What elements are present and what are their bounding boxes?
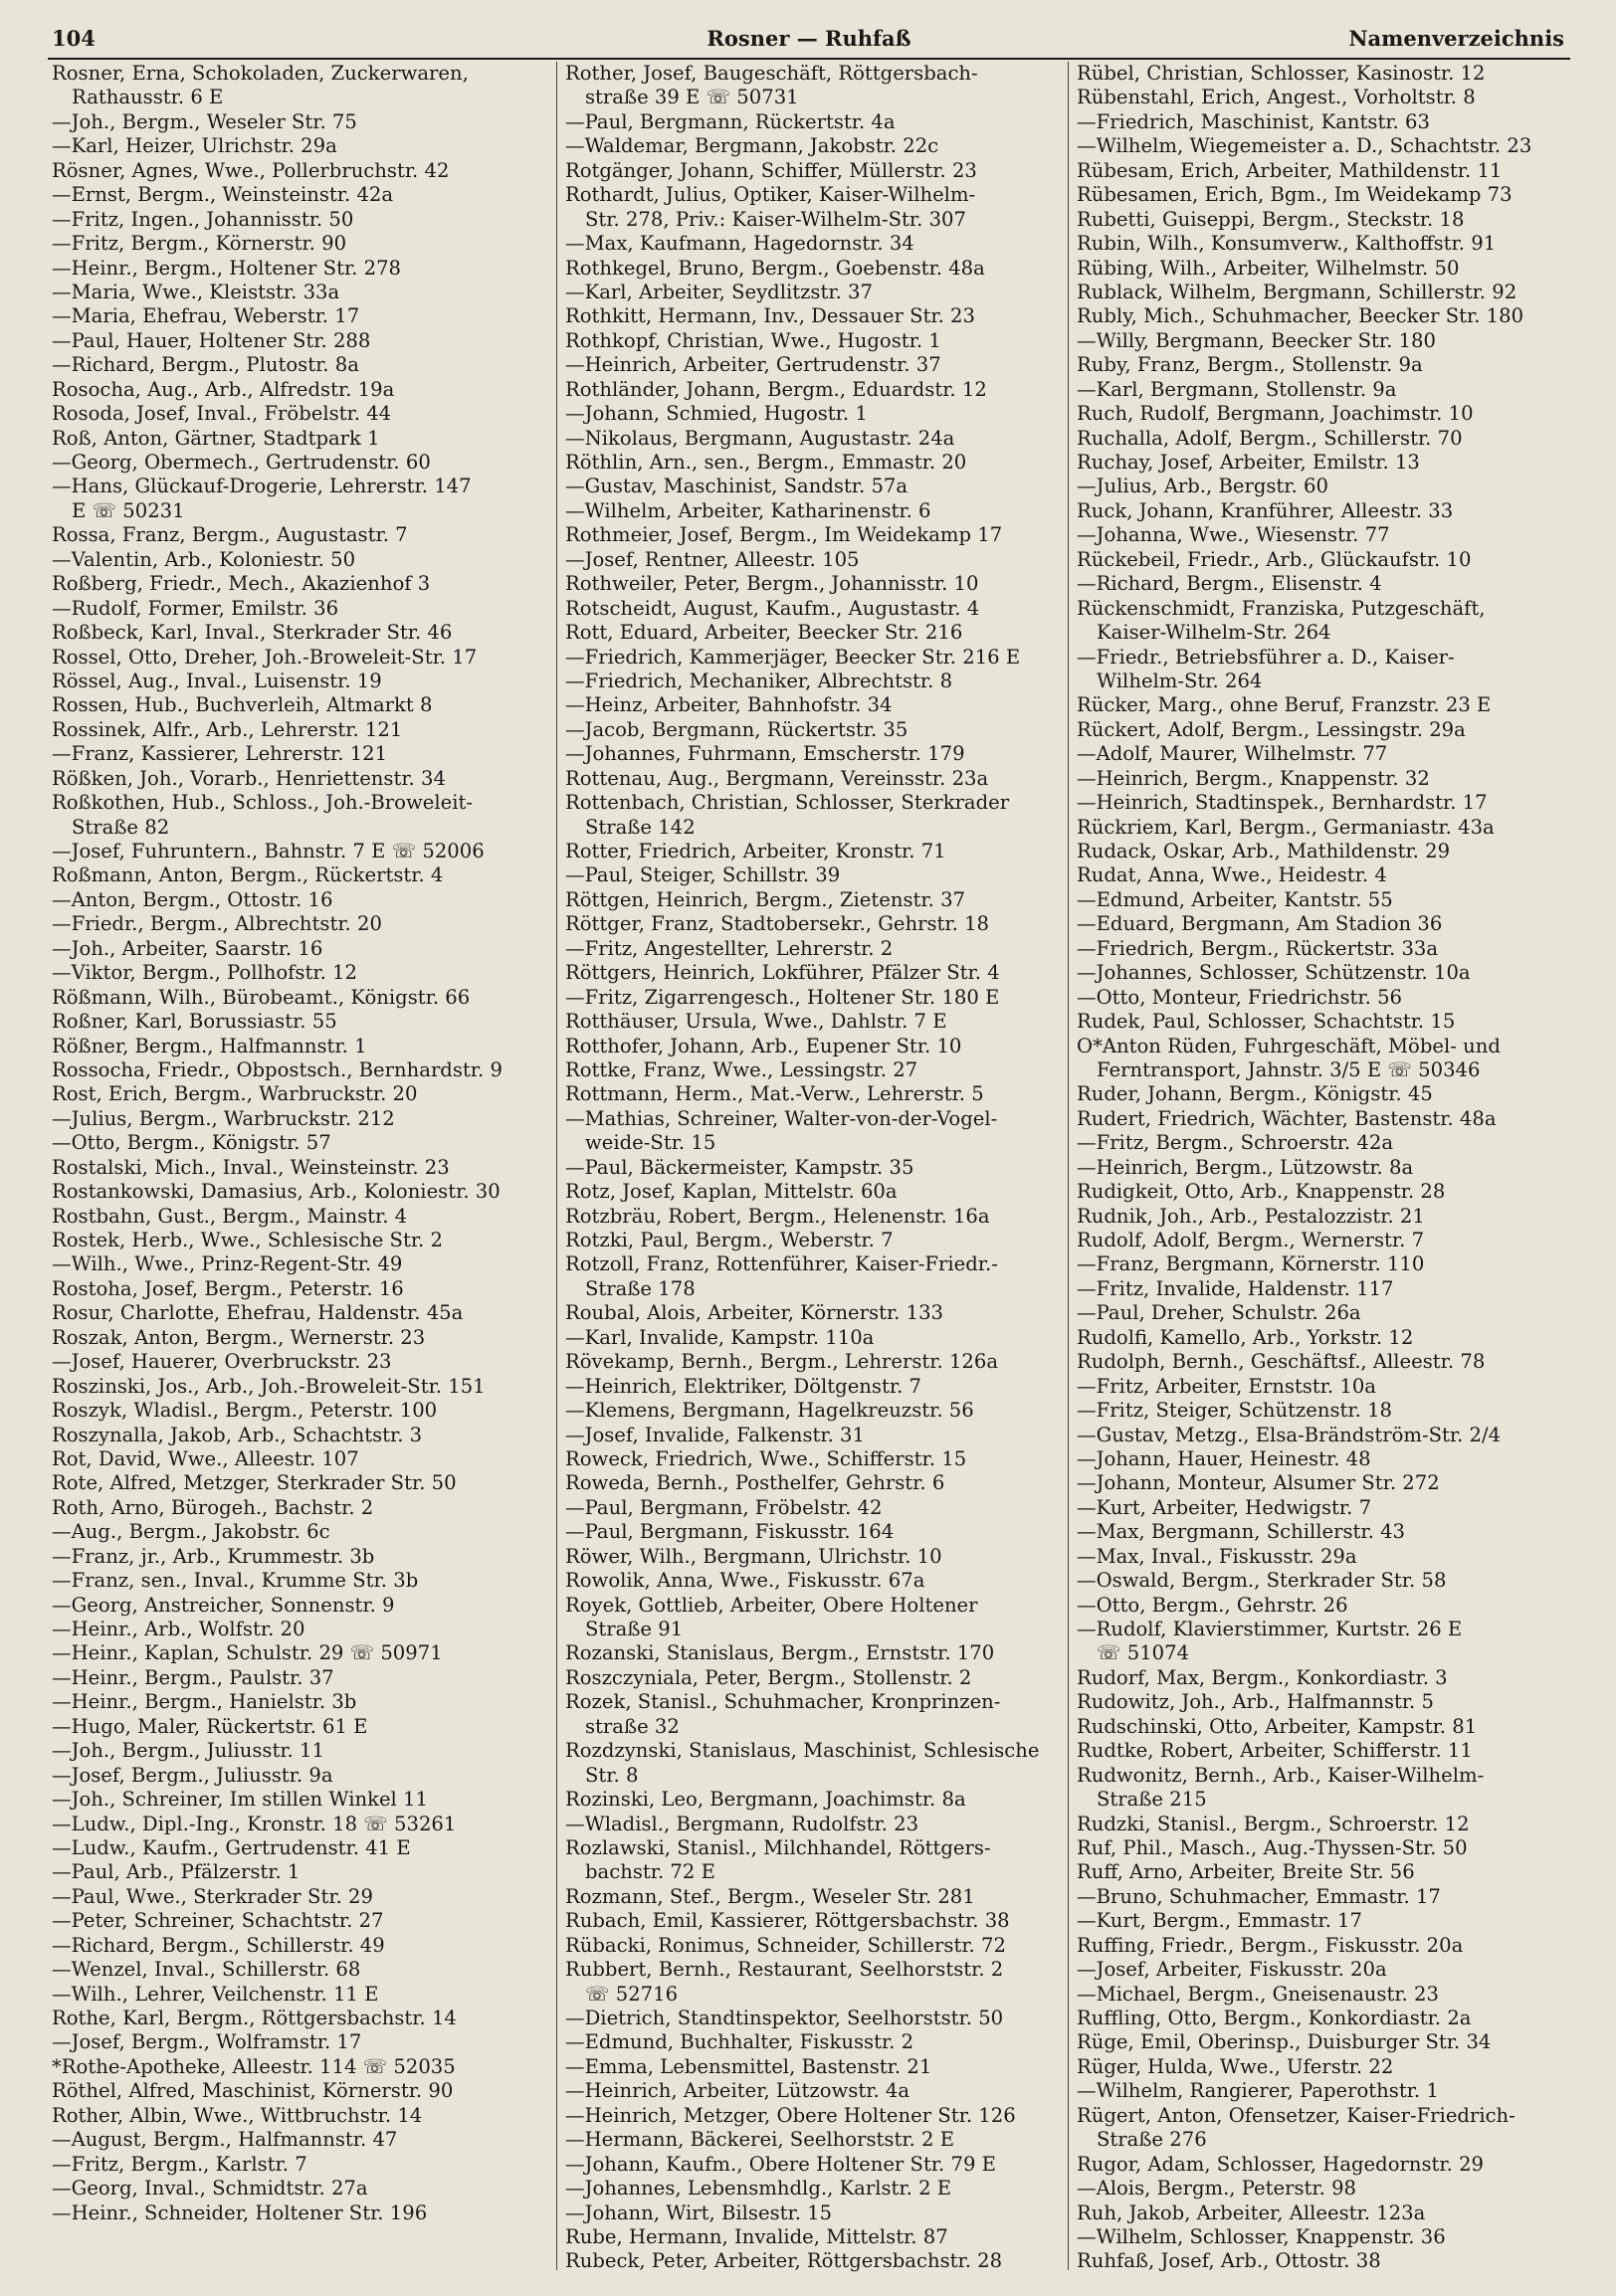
directory-entry: —Emma, Lebensmittel, Bastenstr. 21 xyxy=(565,2054,932,2078)
directory-entry: —Ernst, Bergm., Weinsteinstr. 42a xyxy=(52,183,394,207)
directory-entry: Rudwonitz, Bernh., Arb., Kaiser-Wilhelm- xyxy=(1077,1763,1485,1787)
directory-entry: Rozinski, Leo, Bergmann, Joachimstr. 8a xyxy=(565,1788,966,1812)
directory-entry: Röwer, Wilh., Bergmann, Ulrichstr. 10 xyxy=(565,1544,942,1568)
directory-entry: —Joh., Bergm., Juliusstr. 11 xyxy=(52,1739,324,1763)
directory-entry: Rozdzynski, Stanislaus, Maschinist, Schlesische xyxy=(565,1739,1040,1763)
directory-entry: —Fritz, Bergm., Schroerstr. 42a xyxy=(1077,1131,1393,1155)
directory-entry: Rügert, Anton, Ofensetzer, Kaiser-Friedrich- xyxy=(1077,2103,1515,2127)
directory-entry: —Johannes, Fuhrmann, Emscherstr. 179 xyxy=(565,742,965,766)
directory-entry: Rübenstahl, Erich, Angest., Vorholtstr. 8 xyxy=(1077,86,1476,109)
directory-entry: Ruchay, Josef, Arbeiter, Emilstr. 13 xyxy=(1077,451,1420,474)
directory-entry: Roßmann, Anton, Bergm., Rückertstr. 4 xyxy=(52,863,444,887)
directory-column-3 xyxy=(1077,62,1570,2274)
directory-entry: Röthel, Alfred, Maschinist, Körnerstr. 90 xyxy=(52,2079,454,2103)
directory-entry: —Heinr., Bergm., Holtener Str. 278 xyxy=(52,256,402,280)
directory-entry: Röttger, Franz, Stadtobersekr., Gehrstr. 18 xyxy=(565,912,990,936)
directory-entry: —Ludw., Dipl.-Ing., Kronstr. 18 ☏ 53261 xyxy=(52,1812,457,1835)
directory-entry: —Wilh., Wwe., Prinz-Regent-Str. 49 xyxy=(52,1252,403,1276)
directory-entry: —Wilhelm, Rangierer, Paperothstr. 1 xyxy=(1077,2079,1439,2103)
directory-entry: Rublack, Wilhelm, Bergmann, Schillerstr. 92 xyxy=(1077,280,1517,303)
directory-entry: Rothkitt, Hermann, Inv., Dessauer Str. 23 xyxy=(565,304,975,328)
directory-entry: Wilhelm-Str. 264 xyxy=(1097,669,1263,692)
directory-entry: —Josef, Fuhruntern., Bahnstr. 7 E ☏ 52006 xyxy=(52,840,485,862)
directory-entry: Rozanski, Stanislaus, Bergm., Ernststr. 170 xyxy=(565,1641,995,1665)
directory-entry: —Waldemar, Bergmann, Jakobstr. 22c xyxy=(565,134,939,158)
directory-entry: —Nikolaus, Bergmann, Augustastr. 24a xyxy=(565,426,955,450)
directory-entry: Rübacki, Ronimus, Schneider, Schillerstr. 72 xyxy=(565,1933,1006,1957)
directory-entry: —Georg, Anstreicher, Sonnenstr. 9 xyxy=(52,1593,395,1617)
directory-entry: Rugor, Adam, Schlosser, Hagedornstr. 29 xyxy=(1077,2152,1485,2176)
directory-entry: —Paul, Bergmann, Rückertstr. 4a xyxy=(565,109,896,133)
directory-entry: —Otto, Bergm., Gehrstr. 26 xyxy=(1077,1593,1348,1617)
directory-entry: Rüge, Emil, Oberinsp., Duisburger Str. 34 xyxy=(1077,2030,1492,2054)
directory-entry: Rotgänger, Johann, Schiffer, Müllerstr. 23 xyxy=(565,158,977,182)
directory-entry: Ruffing, Friedr., Bergm., Fiskusstr. 20a xyxy=(1077,1933,1464,1957)
directory-entry: Roßbeck, Karl, Inval., Sterkrader Str. 46 xyxy=(52,621,453,645)
directory-entry: —Joh., Arbeiter, Saarstr. 16 xyxy=(52,936,323,960)
directory-entry: —Anton, Bergm., Ottostr. 16 xyxy=(52,887,333,911)
directory-entry: Rothmeier, Josef, Bergm., Im Weidekamp 17 xyxy=(565,523,1003,547)
directory-entry: straße 39 E ☏ 50731 xyxy=(585,86,799,109)
directory-entry: —Georg, Inval., Schmidtstr. 27a xyxy=(52,2177,368,2200)
directory-entry: —Max, Kaufmann, Hagedornstr. 34 xyxy=(565,232,914,256)
directory-entry: Rudat, Anna, Wwe., Heidestr. 4 xyxy=(1077,863,1387,887)
directory-entry: Rozlawski, Stanisl., Milchhandel, Röttgers- xyxy=(565,1835,991,1859)
directory-entry: —Heinrich, Elektriker, Döltgenstr. 7 xyxy=(565,1374,921,1398)
directory-entry: Rossel, Otto, Dreher, Joh.-Broweleit-Str. 17 xyxy=(52,645,478,669)
directory-entry: —Joh., Bergm., Weseler Str. 75 xyxy=(52,109,357,133)
directory-entry: Rother, Josef, Baugeschäft, Röttgersbach- xyxy=(565,62,978,85)
directory-entry: Rübing, Wilh., Arbeiter, Wilhelmstr. 50 xyxy=(1077,256,1460,280)
directory-entry: —Johann, Schmied, Hugostr. 1 xyxy=(565,402,868,426)
directory-entry: Rother, Albin, Wwe., Wittbruchstr. 14 xyxy=(52,2103,423,2127)
directory-entry: Rothweiler, Peter, Bergm., Johannisstr. 10 xyxy=(565,572,979,596)
directory-column-1 xyxy=(52,62,545,2225)
directory-entry: Rathausstr. 6 E xyxy=(72,86,224,109)
directory-entry: Straße 82 xyxy=(72,815,170,839)
directory-entry: Straße 215 xyxy=(1097,1788,1207,1812)
directory-entry: —Viktor, Bergm., Pollhofstr. 12 xyxy=(52,961,357,985)
directory-entry: Rudowitz, Joh., Arb., Halfmannstr. 5 xyxy=(1077,1690,1434,1714)
directory-entry: —Josef, Invalide, Falkenstr. 31 xyxy=(565,1423,865,1446)
directory-entry: Roweck, Friedrich, Wwe., Schifferstr. 15 xyxy=(565,1446,967,1470)
directory-entry: —Fritz, Bergm., Körnerstr. 90 xyxy=(52,232,347,256)
directory-entry: Röttgen, Heinrich, Bergm., Zietenstr. 37 xyxy=(565,887,966,911)
directory-entry: —Paul, Bergmann, Fiskusstr. 164 xyxy=(565,1520,895,1544)
directory-entry: —Friedr., Bergm., Albrechtstr. 20 xyxy=(52,912,382,936)
directory-entry: —Johannes, Schlosser, Schützenstr. 10a xyxy=(1077,961,1471,985)
directory-entry: —Klemens, Bergmann, Hagelkreuzstr. 56 xyxy=(565,1399,974,1423)
directory-entry: Rotscheidt, August, Kaufm., Augustastr. 4 xyxy=(565,596,980,620)
directory-entry: —Edmund, Buchhalter, Fiskusstr. 2 xyxy=(565,2030,914,2054)
directory-entry: Ruchalla, Adolf, Bergm., Schillerstr. 70 xyxy=(1077,426,1463,450)
directory-entry: Rudtke, Robert, Arbeiter, Schifferstr. 11 xyxy=(1077,1739,1473,1763)
directory-entry: Roweda, Bernh., Posthelfer, Gehrstr. 6 xyxy=(565,1471,945,1495)
directory-entry: Straße 178 xyxy=(585,1276,696,1300)
directory-entry: —Johann, Kaufm., Obere Holtener Str. 79 E xyxy=(565,2152,996,2176)
directory-entry: Rubbert, Bernh., Restaurant, Seelhorststr. 2 xyxy=(565,1958,1004,1982)
directory-entry: —Paul, Bergmann, Fröbelstr. 42 xyxy=(565,1495,883,1519)
page-header xyxy=(48,18,1570,60)
directory-entry: —Oswald, Bergm., Sterkrader Str. 58 xyxy=(1077,1569,1447,1593)
directory-entry: Röthlin, Arn., sen., Bergm., Emmastr. 20 xyxy=(565,451,967,474)
directory-entry: weide-Str. 15 xyxy=(585,1131,716,1155)
directory-entry: Rotter, Friedrich, Arbeiter, Kronstr. 71 xyxy=(565,840,946,862)
directory-entry: —Franz, Bergmann, Körnerstr. 110 xyxy=(1077,1252,1425,1276)
directory-entry: —Josef, Rentner, Alleestr. 105 xyxy=(565,547,860,571)
directory-entry: Rößner, Bergm., Halfmannstr. 1 xyxy=(52,1034,367,1057)
directory-entry: —Wilhelm, Wiegemeister a. D., Schachtstr. 23 xyxy=(1077,134,1532,158)
directory-entry: Rossinek, Alfr., Arb., Lehrerstr. 121 xyxy=(52,717,403,741)
directory-entry: —Johann, Wirt, Bilsestr. 15 xyxy=(565,2200,833,2224)
directory-entry: —Heinrich, Arbeiter, Gertrudenstr. 37 xyxy=(565,353,941,377)
directory-entry: —Friedr., Betriebsführer a. D., Kaiser- xyxy=(1077,645,1455,669)
directory-entry: Rudschinski, Otto, Arbeiter, Kampstr. 81 xyxy=(1077,1714,1478,1738)
directory-entry: Rubin, Wilh., Konsumverw., Kalthoffstr. 91 xyxy=(1077,232,1497,256)
directory-entry: Rubeck, Peter, Arbeiter, Röttgersbachstr. 28 xyxy=(565,2249,1003,2273)
directory-entry: Kaiser-Wilhelm-Str. 264 xyxy=(1097,621,1331,645)
directory-entry: Roszak, Anton, Bergm., Wernerstr. 23 xyxy=(52,1325,426,1349)
directory-entry: Rosner, Erna, Schokoladen, Zuckerwaren, xyxy=(52,62,469,85)
directory-entry: —Paul, Wwe., Sterkrader Str. 29 xyxy=(52,1884,373,1908)
directory-entry: —Gustav, Metzg., Elsa-Brändström-Str. 2/4 xyxy=(1077,1423,1502,1446)
directory-entry: Röttgers, Heinrich, Lokführer, Pfälzer Str. 4 xyxy=(565,961,1000,985)
directory-entry: Roth, Arno, Bürogeh., Bachstr. 2 xyxy=(52,1495,374,1519)
directory-entry: Ruck, Johann, Kranführer, Alleestr. 33 xyxy=(1077,498,1454,522)
directory-entry: —Fritz, Angestellter, Lehrerstr. 2 xyxy=(565,936,894,960)
directory-entry: Rudek, Paul, Schlosser, Schachtstr. 15 xyxy=(1077,1010,1456,1034)
directory-entry: —Paul, Bäckermeister, Kampstr. 35 xyxy=(565,1155,914,1179)
directory-entry: Straße 91 xyxy=(585,1618,684,1640)
directory-entry: Rottenbach, Christian, Schlosser, Sterkrader xyxy=(565,791,1010,815)
directory-entry: Rotzbräu, Robert, Bergm., Helenenstr. 16a xyxy=(565,1204,990,1228)
directory-entry: Rubetti, Guiseppi, Bergm., Steckstr. 18 xyxy=(1077,207,1465,231)
directory-entry: —Peter, Schreiner, Schachtstr. 27 xyxy=(52,1909,384,1933)
directory-entry: Rücker, Marg., ohne Beruf, Franzstr. 23 E xyxy=(1077,693,1492,717)
directory-entry: ☏ 51074 xyxy=(1097,1641,1190,1665)
directory-entry: —Wenzel, Inval., Schillerstr. 68 xyxy=(52,1958,361,1982)
directory-entry: —Heinr., Bergm., Paulstr. 37 xyxy=(52,1665,334,1689)
directory-entry: Ruff, Arno, Arbeiter, Breite Str. 56 xyxy=(1077,1860,1415,1884)
directory-entry: —Fritz, Zigarrengesch., Holtener Str. 180 E xyxy=(565,985,1000,1009)
directory-entry: Rösner, Agnes, Wwe., Pollerbruchstr. 42 xyxy=(52,158,450,182)
directory-entry: Rößken, Joh., Vorarb., Henriettenstr. 34 xyxy=(52,766,446,790)
directory-entry: Roszyk, Wladisl., Bergm., Peterstr. 100 xyxy=(52,1399,438,1423)
directory-entry: Rotthofer, Johann, Arb., Eupener Str. 10 xyxy=(565,1034,962,1057)
directory-entry: Rößmann, Wilh., Bürobeamt., Königstr. 66 xyxy=(52,985,471,1009)
directory-entry: Ferntransport, Jahnstr. 3/5 E ☏ 50346 xyxy=(1097,1057,1481,1081)
directory-entry: —Wladisl., Bergmann, Rudolfstr. 23 xyxy=(565,1812,919,1835)
directory-entry: Roß, Anton, Gärtner, Stadtpark 1 xyxy=(52,426,380,450)
directory-entry: —Michael, Bergm., Gneisenaustr. 23 xyxy=(1077,1982,1439,2006)
directory-entry: —August, Bergm., Halfmannstr. 47 xyxy=(52,2128,398,2152)
directory-entry: bachstr. 72 E xyxy=(585,1860,715,1884)
directory-entry: Rossocha, Friedr., Obpostsch., Bernhardstr. 9 xyxy=(52,1057,503,1081)
directory-entry: Ruffling, Otto, Bergm., Konkordiastr. 2a xyxy=(1077,2007,1472,2029)
directory-entry: —Fritz, Ingen., Johannisstr. 50 xyxy=(52,207,354,231)
directory-entry: Ruch, Rudolf, Bergmann, Joachimstr. 10 xyxy=(1077,402,1474,426)
directory-entry: Rosur, Charlotte, Ehefrau, Haldenstr. 45a xyxy=(52,1301,464,1325)
directory-entry: —Jacob, Bergmann, Rückertstr. 35 xyxy=(565,717,909,741)
directory-entry: —Georg, Obermech., Gertrudenstr. 60 xyxy=(52,451,431,474)
directory-entry: —Karl, Heizer, Ulrichstr. 29a xyxy=(52,134,337,158)
directory-entry: Rostankowski, Damasius, Arb., Koloniestr. 30 xyxy=(52,1180,501,1204)
directory-entry: —Fritz, Invalide, Haldenstr. 117 xyxy=(1077,1276,1394,1300)
directory-entry: —Adolf, Maurer, Wilhelmstr. 77 xyxy=(1077,742,1388,766)
directory-entry: —Edmund, Arbeiter, Kantstr. 55 xyxy=(1077,887,1393,911)
directory-entry: Rotz, Josef, Kaplan, Mittelstr. 60a xyxy=(565,1180,898,1204)
directory-entry: Rubach, Emil, Kassierer, Röttgersbachstr. 38 xyxy=(565,1909,1010,1933)
directory-entry: Rotzki, Paul, Bergm., Weberstr. 7 xyxy=(565,1229,894,1251)
directory-entry: Rückenschmidt, Franziska, Putzgeschäft, xyxy=(1077,596,1486,620)
directory-entry: —Paul, Arb., Pfälzerstr. 1 xyxy=(52,1860,301,1884)
directory-entry: Rotthäuser, Ursula, Wwe., Dahlstr. 7 E xyxy=(565,1010,947,1034)
directory-entry: Roubal, Alois, Arbeiter, Körnerstr. 133 xyxy=(565,1301,944,1325)
directory-entry: Ruby, Franz, Bergm., Stollenstr. 9a xyxy=(1077,353,1423,377)
directory-entry: —Paul, Steiger, Schillstr. 39 xyxy=(565,863,841,887)
directory-entry: Rube, Hermann, Invalide, Mittelstr. 87 xyxy=(565,2224,948,2248)
directory-entry: *Rothe-Apotheke, Alleestr. 114 ☏ 52035 xyxy=(52,2054,456,2078)
directory-entry: —Richard, Bergm., Elisenstr. 4 xyxy=(1077,572,1382,596)
directory-entry: —Wilhelm, Arbeiter, Katharinenstr. 6 xyxy=(565,498,931,522)
directory-entry: Rowolik, Anna, Wwe., Fiskusstr. 67a xyxy=(565,1569,925,1593)
directory-entry: Ruf, Phil., Masch., Aug.-Thyssen-Str. 50 xyxy=(1077,1835,1468,1859)
directory-entry: Roszinski, Jos., Arb., Joh.-Broweleit-Str. 151 xyxy=(52,1374,486,1398)
directory-entry: —Gustav, Maschinist, Sandstr. 57a xyxy=(565,475,909,498)
directory-entry: Roßner, Karl, Borussiastr. 55 xyxy=(52,1010,337,1034)
directory-entry: Rot, David, Wwe., Alleestr. 107 xyxy=(52,1446,359,1470)
directory-column-2 xyxy=(565,62,1059,2274)
directory-entry: —Otto, Monteur, Friedrichstr. 56 xyxy=(1077,985,1403,1009)
directory-entry: —Wilh., Lehrer, Veilchenstr. 11 E xyxy=(52,1982,379,2006)
directory-entry: —Karl, Invalide, Kampstr. 110a xyxy=(565,1325,875,1349)
directory-entry: Rozmann, Stef., Bergm., Weseler Str. 281 xyxy=(565,1884,975,1908)
directory-entry: —Johanna, Wwe., Wiesenstr. 77 xyxy=(1077,523,1390,547)
directory-entry: —Paul, Dreher, Schulstr. 26a xyxy=(1077,1301,1361,1325)
directory-entry: —Hugo, Maler, Rückertstr. 61 E xyxy=(52,1714,368,1738)
directory-page xyxy=(48,18,1580,2276)
directory-entry: —Paul, Hauer, Holtener Str. 288 xyxy=(52,328,371,352)
directory-entry: —Johannes, Lebensmhdlg., Karlstr. 2 E xyxy=(565,2177,952,2200)
directory-entry: —Bruno, Schuhmacher, Emmastr. 17 xyxy=(1077,1884,1441,1908)
directory-entry: —Friedrich, Mechaniker, Albrechtstr. 8 xyxy=(565,669,953,692)
directory-entry: Rottke, Franz, Wwe., Lessingstr. 27 xyxy=(565,1057,918,1081)
directory-entry: —Fritz, Steiger, Schützenstr. 18 xyxy=(1077,1399,1393,1423)
directory-entry: Rostoha, Josef, Bergm., Peterstr. 16 xyxy=(52,1276,404,1300)
directory-entry: Rudnik, Joh., Arb., Pestalozzistr. 21 xyxy=(1077,1204,1425,1228)
directory-entry: —Dietrich, Standtinspektor, Seelhorststr. 50 xyxy=(565,2007,1004,2029)
directory-entry: —Otto, Bergm., Königstr. 57 xyxy=(52,1131,331,1155)
directory-entry: —Richard, Bergm., Schillerstr. 49 xyxy=(52,1933,385,1957)
directory-entry: —Hermann, Bäckerei, Seelhorststr. 2 E xyxy=(565,2128,954,2152)
directory-entry: —Heinz, Arbeiter, Bahnhofstr. 34 xyxy=(565,693,893,717)
directory-entry: Rudert, Friedrich, Wächter, Bastenstr. 48a xyxy=(1077,1106,1497,1130)
directory-entry: —Heinr., Arb., Wolfstr. 20 xyxy=(52,1618,305,1640)
directory-entry: —Johann, Hauer, Heinestr. 48 xyxy=(1077,1446,1371,1470)
directory-entry: Rubly, Mich., Schuhmacher, Beecker Str. 180 xyxy=(1077,304,1524,328)
directory-entry: Rückert, Adolf, Bergm., Lessingstr. 29a xyxy=(1077,717,1466,741)
directory-entry: —Heinr., Kaplan, Schulstr. 29 ☏ 50971 xyxy=(52,1641,443,1665)
directory-entry: —Heinrich, Metzger, Obere Holtener Str. 126 xyxy=(565,2103,1016,2127)
directory-entry: —Rudolf, Klavierstimmer, Kurtstr. 26 E xyxy=(1077,1618,1463,1640)
directory-entry: Str. 278, Priv.: Kaiser-Wilhelm-Str. 307 xyxy=(585,207,966,231)
directory-entry: Rott, Eduard, Arbeiter, Beecker Str. 216 xyxy=(565,621,963,645)
directory-entry: Rostalski, Mich., Inval., Weinsteinstr. 23 xyxy=(52,1155,450,1179)
directory-entry: Rössel, Aug., Inval., Luisenstr. 19 xyxy=(52,669,382,692)
directory-entry: Rudolfi, Kamello, Arb., Yorkstr. 12 xyxy=(1077,1325,1414,1349)
directory-entry: Rosoda, Josef, Inval., Fröbelstr. 44 xyxy=(52,402,392,426)
directory-entry: Str. 8 xyxy=(585,1763,639,1787)
directory-entry: —Fritz, Bergm., Karlstr. 7 xyxy=(52,2152,307,2176)
directory-entry: —Heinr., Bergm., Hanielstr. 3b xyxy=(52,1690,357,1714)
column-divider xyxy=(556,62,557,2270)
directory-entry: —Josef, Arbeiter, Fiskusstr. 20a xyxy=(1077,1958,1387,1982)
directory-entry: O*Anton Rüden, Fuhrgeschäft, Möbel- und xyxy=(1077,1034,1501,1057)
directory-entry: —Aug., Bergm., Jakobstr. 6c xyxy=(52,1520,330,1544)
directory-entry: Rosocha, Aug., Arb., Alfredstr. 19a xyxy=(52,377,395,401)
directory-entry: Straße 142 xyxy=(585,815,696,839)
directory-entry: —Willy, Bergmann, Beecker Str. 180 xyxy=(1077,328,1436,352)
directory-entry: —Friedrich, Maschinist, Kantstr. 63 xyxy=(1077,109,1430,133)
directory-entry: Rothkopf, Christian, Wwe., Hugostr. 1 xyxy=(565,328,941,352)
directory-entry: —Heinrich, Stadtinspek., Bernhardstr. 17 xyxy=(1077,791,1488,815)
directory-entry: —Franz, Kassierer, Lehrerstr. 121 xyxy=(52,742,388,766)
directory-entry: —Eduard, Bergmann, Am Stadion 36 xyxy=(1077,912,1443,936)
directory-entry: —Maria, Wwe., Kleiststr. 33a xyxy=(52,280,340,303)
directory-entry: Rückebeil, Friedr., Arb., Glückaufstr. 10 xyxy=(1077,547,1472,571)
directory-entry: —Franz, sen., Inval., Krumme Str. 3b xyxy=(52,1569,419,1593)
directory-entry: Rudack, Oskar, Arb., Mathildenstr. 29 xyxy=(1077,840,1451,862)
directory-entry: —Karl, Bergmann, Stollenstr. 9a xyxy=(1077,377,1397,401)
directory-entry: Rossa, Franz, Bergm., Augustastr. 7 xyxy=(52,523,408,547)
directory-entry: Roßberg, Friedr., Mech., Akazienhof 3 xyxy=(52,572,431,596)
directory-entry: Rotzoll, Franz, Rottenführer, Kaiser-Friedr.- xyxy=(565,1252,998,1276)
directory-entry: —Friedrich, Kammerjäger, Beecker Str. 216 E xyxy=(565,645,1021,669)
directory-entry: Rozek, Stanisl., Schuhmacher, Kronprinzen- xyxy=(565,1690,1001,1714)
directory-entry: —Heinrich, Bergm., Knappenstr. 32 xyxy=(1077,766,1430,790)
directory-entry: —Joh., Schreiner, Im stillen Winkel 11 xyxy=(52,1788,428,1812)
directory-entry: Ruh, Jakob, Arbeiter, Alleestr. 123a xyxy=(1077,2200,1426,2224)
directory-entry: Rudzki, Stanisl., Bergm., Schroerstr. 12 xyxy=(1077,1812,1470,1835)
directory-entry: Rudolph, Bernh., Geschäftsf., Alleestr. 78 xyxy=(1077,1350,1486,1374)
directory-entry: Rothländer, Johann, Bergm., Eduardstr. 12 xyxy=(565,377,987,401)
directory-entry: Rossen, Hub., Buchverleih, Altmarkt 8 xyxy=(52,693,433,717)
directory-entry: Ruhfaß, Josef, Arb., Ottostr. 38 xyxy=(1077,2249,1381,2273)
directory-entry: —Josef, Bergm., Juliusstr. 9a xyxy=(52,1763,333,1787)
directory-entry: Rothkegel, Bruno, Bergm., Goebenstr. 48a xyxy=(565,256,985,280)
column-divider xyxy=(1068,62,1069,2270)
directory-entry: —Fritz, Arbeiter, Ernststr. 10a xyxy=(1077,1374,1376,1398)
directory-entry: Straße 276 xyxy=(1097,2128,1207,2152)
directory-entry: Rudorf, Max, Bergm., Konkordiastr. 3 xyxy=(1077,1665,1448,1689)
directory-entry: —Kurt, Arbeiter, Hedwigstr. 7 xyxy=(1077,1495,1372,1519)
directory-entry: Rost, Erich, Bergm., Warbruckstr. 20 xyxy=(52,1082,418,1106)
directory-entry: —Franz, jr., Arb., Krummestr. 3b xyxy=(52,1544,375,1568)
directory-entry: —Josef, Hauerer, Overbruckstr. 23 xyxy=(52,1350,392,1374)
directory-entry: —Kurt, Bergm., Emmastr. 17 xyxy=(1077,1909,1362,1933)
directory-entry: —Max, Inval., Fiskusstr. 29a xyxy=(1077,1544,1357,1568)
directory-entry: —Valentin, Arb., Koloniestr. 50 xyxy=(52,547,356,571)
directory-entry: —Rudolf, Former, Emilstr. 36 xyxy=(52,596,339,620)
directory-entry: —Karl, Arbeiter, Seydlitzstr. 37 xyxy=(565,280,873,303)
directory-entry: —Heinrich, Arbeiter, Lützowstr. 4a xyxy=(565,2079,910,2103)
directory-entry: Rübesam, Erich, Arbeiter, Mathildenstr. 11 xyxy=(1077,158,1503,182)
directory-entry: —Max, Bergmann, Schillerstr. 43 xyxy=(1077,1520,1406,1544)
directory-entry: —Hans, Glückauf-Drogerie, Lehrerstr. 147 xyxy=(52,475,472,498)
directory-entry: Rudolf, Adolf, Bergm., Wernerstr. 7 xyxy=(1077,1229,1425,1251)
directory-entry: —Heinrich, Bergm., Lützowstr. 8a xyxy=(1077,1155,1414,1179)
page-number: 104 xyxy=(52,26,96,51)
section-title: Namenverzeichnis xyxy=(1348,26,1564,51)
directory-entry: Rostek, Herb., Wwe., Schlesische Str. 2 xyxy=(52,1229,443,1251)
directory-entry: Ruder, Johann, Bergm., Königstr. 45 xyxy=(1077,1082,1433,1106)
directory-entry: Rothardt, Julius, Optiker, Kaiser-Wilhelm- xyxy=(565,183,976,207)
directory-entry: Roszczyniala, Peter, Bergm., Stollenstr. 2 xyxy=(565,1665,972,1689)
directory-entry: Rüger, Hulda, Wwe., Uferstr. 22 xyxy=(1077,2054,1394,2078)
directory-entry: Royek, Gottlieb, Arbeiter, Obere Holtener xyxy=(565,1593,978,1617)
directory-entry: Rothe, Karl, Bergm., Röttgersbachstr. 14 xyxy=(52,2007,457,2029)
directory-entry: Rostbahn, Gust., Bergm., Mainstr. 4 xyxy=(52,1204,408,1228)
directory-entry: Rote, Alfred, Metzger, Sterkrader Str. 50 xyxy=(52,1471,457,1495)
directory-entry: —Friedrich, Bergm., Rückertstr. 33a xyxy=(1077,936,1439,960)
directory-entry: —Ludw., Kaufm., Gertrudenstr. 41 E xyxy=(52,1835,411,1859)
directory-entry: —Richard, Bergm., Plutostr. 8a xyxy=(52,353,359,377)
directory-entry: —Heinr., Schneider, Holtener Str. 196 xyxy=(52,2200,428,2224)
directory-entry: Rövekamp, Bernh., Bergm., Lehrerstr. 126a xyxy=(565,1350,999,1374)
directory-entry: —Wilhelm, Schlosser, Knappenstr. 36 xyxy=(1077,2224,1446,2248)
running-title: Rosner — Ruhfaß xyxy=(707,26,911,51)
directory-entry: Rückriem, Karl, Bergm., Germaniastr. 43a xyxy=(1077,815,1495,839)
directory-entry: —Johann, Monteur, Alsumer Str. 272 xyxy=(1077,1471,1440,1495)
directory-entry: Rübesamen, Erich, Bgm., Im Weidekamp 73 xyxy=(1077,183,1513,207)
directory-entry: Roszynalla, Jakob, Arb., Schachtstr. 3 xyxy=(52,1423,423,1446)
directory-entry: —Maria, Ehefrau, Weberstr. 17 xyxy=(52,304,360,328)
directory-entry: —Alois, Bergm., Peterstr. 98 xyxy=(1077,2177,1357,2200)
directory-entry: Rudigkeit, Otto, Arb., Knappenstr. 28 xyxy=(1077,1180,1446,1204)
directory-entry: —Julius, Bergm., Warbruckstr. 212 xyxy=(52,1106,395,1130)
directory-entry: E ☏ 50231 xyxy=(72,498,185,522)
directory-entry: Rübel, Christian, Schlosser, Kasinostr. 12 xyxy=(1077,62,1486,85)
directory-entry: —Mathias, Schreiner, Walter-von-der-Vogel- xyxy=(565,1106,998,1130)
directory-entry: ☏ 52716 xyxy=(585,1982,679,2006)
directory-entry: straße 32 xyxy=(585,1714,680,1738)
directory-entry: Rottenau, Aug., Bergmann, Vereinsstr. 23a xyxy=(565,766,989,790)
directory-entry: Rottmann, Herm., Mat.-Verw., Lehrerstr. 5 xyxy=(565,1082,984,1106)
directory-entry: —Josef, Bergm., Wolframstr. 17 xyxy=(52,2030,362,2054)
directory-entry: —Julius, Arb., Bergstr. 60 xyxy=(1077,475,1328,498)
directory-entry: Roßkothen, Hub., Schloss., Joh.-Broweleit- xyxy=(52,791,473,815)
